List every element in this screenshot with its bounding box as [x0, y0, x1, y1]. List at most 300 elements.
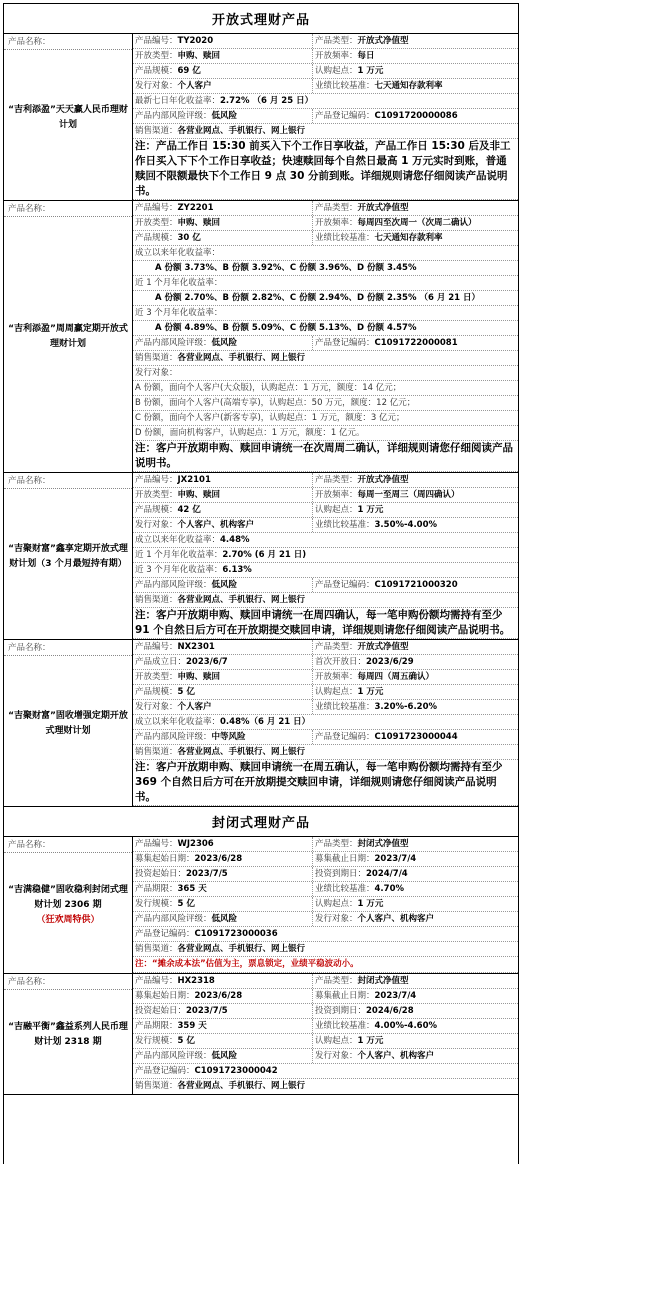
field-value: 6.13% — [222, 565, 252, 575]
detail-cell — [133, 34, 313, 48]
field-label: 业绩比较基准： — [315, 884, 375, 894]
field-value: 每周一至周三（周四确认） — [357, 490, 460, 500]
detail-row — [133, 291, 518, 306]
detail-cell — [133, 336, 313, 350]
field-value: 中等风险 — [211, 732, 246, 742]
detail-row — [133, 246, 518, 261]
detail-cell — [313, 640, 518, 654]
detail-row — [133, 533, 518, 548]
field-label: 开放频率： — [315, 218, 358, 228]
detail-row — [133, 396, 518, 411]
field-value: 封闭式净值型 — [357, 976, 409, 986]
field-label: 产品内部风险评级： — [135, 914, 212, 924]
field-value: 各营业网点、手机银行、网上银行 — [177, 747, 306, 757]
detail-row — [133, 94, 518, 109]
field-value: 2.70% (6 月 21 日) — [222, 550, 307, 560]
detail-row — [133, 927, 518, 942]
field-label: 产品期限： — [135, 884, 178, 894]
detail-row — [133, 34, 518, 49]
plain-line: B 份额，面向个人客户(高端专享)，认购起点：50 万元，额度：12 亿元； — [135, 398, 416, 408]
detail-row — [133, 1004, 518, 1019]
detail-cell — [133, 1049, 313, 1063]
detail-row — [133, 852, 518, 867]
field-label: 发行对象： — [315, 1051, 358, 1061]
field-value: 4.70% — [374, 884, 405, 894]
detail-row — [133, 685, 518, 700]
field-label: 产品内部风险评级： — [135, 111, 212, 121]
field-value: 1 万元 — [357, 687, 384, 697]
field-label: 销售渠道： — [135, 747, 178, 757]
product-details — [133, 974, 518, 1094]
field-value: 3.20%-6.20% — [374, 702, 438, 712]
detail-cell — [313, 897, 518, 911]
product-name: “吉聚财富”固收增强定期开放式理财计划 — [8, 710, 128, 736]
field-label: 产品类型： — [315, 475, 358, 485]
product-name-divider — [4, 488, 132, 489]
field-value: ZY2201 — [177, 203, 214, 213]
field-label: 产品规模： — [135, 687, 178, 697]
product-block — [4, 473, 518, 640]
detail-cell — [133, 912, 313, 926]
product-name-cell — [4, 473, 133, 639]
field-label: 募集起始日期： — [135, 991, 195, 1001]
product-note: 注：客户开放期申购、赎回申请统一在周四确认，每一笔申购份额均需持有至少 91 个自然日后方可在开放期提交赎回申请，详细规则请您仔细阅读产品说明书。 — [133, 608, 518, 639]
product-name-cell — [4, 640, 133, 806]
field-label: 认购起点： — [315, 899, 358, 909]
detail-row — [133, 518, 518, 533]
detail-row — [133, 593, 518, 608]
detail-cell — [133, 715, 518, 729]
field-value: 2023/6/29 — [366, 657, 414, 667]
field-label: 产品类型： — [315, 203, 358, 213]
detail-cell — [313, 201, 518, 215]
field-value: C1091723000036 — [194, 929, 278, 939]
field-label: 产品规模： — [135, 66, 178, 76]
field-value: C1091721000320 — [374, 580, 458, 590]
product-name-cell — [4, 34, 133, 200]
detail-cell — [313, 912, 518, 926]
field-label: 业绩比较基准： — [315, 1021, 375, 1031]
field-label: 产品编号： — [135, 839, 178, 849]
field-value: 每周四（周五确认） — [357, 672, 435, 682]
field-label: 发行对象： — [135, 81, 178, 91]
field-value: 5 亿 — [177, 899, 195, 909]
detail-row — [133, 231, 518, 246]
product-name: “吉聚财富”鑫享定期开放式理财计划（3 个月最短持有期） — [8, 543, 128, 569]
detail-cell — [133, 64, 313, 78]
product-name-divider — [4, 852, 132, 853]
field-label: 首次开放日： — [315, 657, 367, 667]
field-value: JX2101 — [177, 475, 211, 485]
field-label: 募集截止日期： — [315, 854, 375, 864]
product-note: 注：“摊余成本法”估值为主，票息锁定，业绩平稳波动小。 — [133, 957, 518, 973]
field-value: 个人客户、机构客户 — [177, 520, 255, 530]
detail-cell — [133, 49, 313, 63]
field-label: 产品登记编码： — [135, 929, 195, 939]
field-value: 申购、赎回 — [177, 490, 221, 500]
detail-cell — [133, 852, 313, 866]
product-name-cell — [4, 974, 133, 1094]
product-document — [3, 3, 519, 1164]
field-value: 开放式净值型 — [357, 642, 409, 652]
field-label: 开放频率： — [315, 672, 358, 682]
field-value: 2024/6/28 — [366, 1006, 414, 1016]
product-name-label: 产品名称： — [8, 476, 51, 486]
detail-cell — [313, 64, 518, 78]
field-value: 申购、赎回 — [177, 51, 221, 61]
field-label: 产品类型： — [315, 976, 358, 986]
field-value: 低风险 — [211, 1051, 238, 1061]
detail-cell — [133, 503, 313, 517]
share-yield-line: A 份额 3.73%、B 份额 3.92%、C 份额 3.96%、D 份额 3.45% — [155, 263, 417, 273]
field-label: 投资起始日： — [135, 869, 187, 879]
field-label: 成立以来年化收益率： — [135, 717, 221, 727]
detail-row — [133, 381, 518, 396]
field-value: 各营业网点、手机银行、网上银行 — [177, 944, 306, 954]
field-value: 个人客户、机构客户 — [357, 914, 435, 924]
detail-row — [133, 715, 518, 730]
field-value: 低风险 — [211, 338, 238, 348]
product-details — [133, 837, 518, 973]
detail-row — [133, 79, 518, 94]
field-value: 30 亿 — [177, 233, 201, 243]
detail-row — [133, 578, 518, 593]
field-label: 产品登记编码： — [315, 732, 375, 742]
field-label: 认购起点： — [315, 505, 358, 515]
field-value: 365 天 — [177, 884, 207, 894]
field-value: 4.48% — [220, 535, 250, 545]
detail-row — [133, 1019, 518, 1034]
product-name-cell — [4, 201, 133, 472]
field-label: 投资到期日： — [315, 1006, 367, 1016]
detail-cell — [133, 974, 313, 988]
field-value: 42 亿 — [177, 505, 201, 515]
field-label: 产品规模： — [135, 505, 178, 515]
product-block — [4, 837, 518, 974]
detail-row — [133, 989, 518, 1004]
detail-cell — [133, 882, 313, 896]
field-value: 1 万元 — [357, 505, 384, 515]
field-value: 1 万元 — [357, 1036, 384, 1046]
detail-row — [133, 548, 518, 563]
field-value: 5 亿 — [177, 1036, 195, 1046]
field-label: 近 1 个月年化收益率： — [135, 278, 223, 288]
detail-cell — [313, 518, 518, 532]
field-value: 2023/6/28 — [194, 991, 243, 1001]
product-name-cell — [4, 837, 133, 973]
detail-cell — [313, 837, 518, 851]
detail-row — [133, 670, 518, 685]
detail-cell — [133, 1064, 518, 1078]
field-label: 产品编号： — [135, 203, 178, 213]
closed-products-list — [4, 837, 518, 1095]
detail-row — [133, 730, 518, 745]
detail-cell — [313, 216, 518, 230]
share-yield-line: A 份额 2.70%、B 份额 2.82%、C 份额 2.94%、D 份额 2.35% （6 月 21 日） — [155, 293, 481, 303]
detail-cell — [133, 201, 313, 215]
detail-cell — [313, 989, 518, 1003]
detail-cell — [133, 246, 518, 260]
field-value: 2023/7/5 — [186, 869, 228, 879]
detail-row — [133, 867, 518, 882]
field-label: 销售渠道： — [135, 1081, 178, 1091]
detail-cell — [313, 336, 518, 350]
field-value: 2023/7/5 — [186, 1006, 228, 1016]
plain-line: D 份额，面向机构客户，认购起点：1 万元，额度：1 亿元。 — [135, 428, 365, 438]
field-value: 0.48%（6 月 21 日） — [220, 717, 311, 727]
field-label: 产品编号： — [135, 642, 178, 652]
detail-row — [133, 655, 518, 670]
field-value: 个人客户、机构客户 — [357, 1051, 435, 1061]
detail-row — [133, 1064, 518, 1079]
detail-cell — [133, 730, 313, 744]
field-value: 七天通知存款利率 — [374, 81, 443, 91]
detail-cell — [133, 276, 518, 290]
field-label: 近 3 个月年化收益率： — [135, 565, 223, 575]
field-value: 69 亿 — [177, 66, 201, 76]
field-label: 产品期限： — [135, 1021, 178, 1031]
field-value: 2023/7/4 — [374, 854, 417, 864]
detail-cell — [313, 578, 518, 592]
field-value: 1 万元 — [357, 899, 384, 909]
field-label: 成立以来年化收益率： — [135, 535, 221, 545]
detail-row — [133, 64, 518, 79]
product-name-label: 产品名称： — [8, 37, 51, 47]
field-value: 4.00%-4.60% — [374, 1021, 438, 1031]
detail-cell — [133, 216, 313, 230]
field-label: 投资到期日： — [315, 869, 367, 879]
detail-cell — [313, 49, 518, 63]
field-label: 开放类型： — [135, 218, 178, 228]
detail-cell — [133, 897, 313, 911]
detail-row — [133, 426, 518, 441]
field-value: HX2318 — [177, 976, 215, 986]
field-label: 发行对象： — [135, 520, 178, 530]
detail-cell — [133, 685, 313, 699]
detail-row — [133, 261, 518, 276]
detail-row — [133, 563, 518, 578]
product-name: “吉利添盈”周周赢定期开放式理财计划 — [8, 324, 128, 349]
field-value: 低风险 — [211, 111, 238, 121]
detail-row — [133, 503, 518, 518]
field-value: 每周四至次周一（次周二确认） — [357, 218, 477, 228]
detail-cell — [133, 94, 518, 108]
detail-cell — [313, 1019, 518, 1033]
field-value: C1091720000086 — [374, 111, 458, 121]
field-label: 产品登记编码： — [135, 1066, 195, 1076]
field-label: 投资起始日： — [135, 1006, 187, 1016]
detail-cell — [133, 867, 313, 881]
detail-cell — [313, 79, 518, 93]
detail-row — [133, 745, 518, 760]
detail-cell — [313, 473, 518, 487]
field-label: 产品编号： — [135, 475, 178, 485]
detail-cell — [133, 533, 518, 547]
detail-row — [133, 201, 518, 216]
detail-cell — [133, 306, 518, 320]
detail-row — [133, 942, 518, 957]
detail-row — [133, 1034, 518, 1049]
field-value: 5 亿 — [177, 687, 195, 697]
product-block — [4, 34, 518, 201]
detail-cell — [133, 745, 518, 759]
field-label: 募集起始日期： — [135, 854, 195, 864]
field-value: 1 万元 — [357, 66, 384, 76]
field-label: 发行对象： — [315, 914, 358, 924]
product-name-label: 产品名称： — [8, 204, 51, 214]
product-details — [133, 640, 518, 806]
detail-row — [133, 473, 518, 488]
field-label: 近 3 个月年化收益率： — [135, 308, 223, 318]
field-value: 359 天 — [177, 1021, 207, 1031]
product-details — [133, 34, 518, 200]
detail-cell — [313, 882, 518, 896]
detail-cell — [313, 867, 518, 881]
detail-cell — [133, 79, 313, 93]
field-label: 销售渠道： — [135, 944, 178, 954]
detail-cell — [133, 837, 313, 851]
field-label: 认购起点： — [315, 66, 358, 76]
field-value: 2023/6/28 — [194, 854, 243, 864]
product-name: “吉满稳健”固收稳利封闭式理财计划 2306 期 （狂欢周特供） — [8, 885, 128, 925]
detail-cell — [313, 488, 518, 502]
detail-row — [133, 640, 518, 655]
field-value: C1091723000042 — [194, 1066, 278, 1076]
field-value: WJ2306 — [177, 839, 214, 849]
field-value: 各营业网点、手机银行、网上银行 — [177, 595, 306, 605]
product-note: 注：客户开放期申购、赎回申请统一在次周周二确认，详细规则请您仔细阅读产品说明书。 — [133, 441, 518, 472]
field-label: 业绩比较基准： — [315, 520, 375, 530]
product-details — [133, 201, 518, 472]
field-label: 产品类型： — [315, 839, 358, 849]
plain-line: 发行对象： — [135, 368, 178, 378]
field-label: 产品登记编码： — [315, 111, 375, 121]
detail-cell — [133, 1034, 313, 1048]
product-block — [4, 974, 518, 1095]
field-label: 认购起点： — [315, 1036, 358, 1046]
field-label: 开放频率： — [315, 51, 358, 61]
field-value: 开放式净值型 — [357, 36, 409, 46]
field-value: 2023/6/7 — [186, 657, 228, 667]
product-note: 注：客户开放期申购、赎回申请统一在周五确认，每一笔申购份额均需持有至少 369 个自然日后方可在开放期提交赎回申请，详细规则请您仔细阅读产品说明书。 — [133, 760, 518, 806]
product-name-divider — [4, 655, 132, 656]
detail-row — [133, 912, 518, 927]
field-label: 开放类型： — [135, 490, 178, 500]
field-label: 发行对象： — [135, 702, 178, 712]
detail-cell — [133, 640, 313, 654]
field-value: 2.72% （6 月 25 日） — [220, 96, 314, 106]
detail-cell — [313, 109, 518, 123]
field-value: 2024/7/4 — [366, 869, 408, 879]
field-value: 申购、赎回 — [177, 672, 221, 682]
detail-cell — [133, 1019, 313, 1033]
detail-cell — [133, 231, 313, 245]
detail-row — [133, 1049, 518, 1064]
field-value: 各营业网点、手机银行、网上银行 — [177, 1081, 306, 1091]
detail-cell — [133, 942, 518, 956]
field-label: 产品成立日： — [135, 657, 187, 667]
field-value: 开放式净值型 — [357, 475, 409, 485]
field-label: 产品编号： — [135, 36, 178, 46]
field-value: 低风险 — [211, 914, 238, 924]
field-label: 成立以来年化收益率： — [135, 248, 221, 258]
detail-cell — [133, 109, 313, 123]
detail-cell — [313, 655, 518, 669]
field-label: 最新七日年化收益率： — [135, 96, 221, 106]
detail-cell — [313, 231, 518, 245]
field-value: 个人客户 — [177, 81, 212, 91]
field-value: 开放式净值型 — [357, 203, 409, 213]
detail-cell — [313, 730, 518, 744]
field-label: 募集截止日期： — [315, 991, 375, 1001]
field-label: 业绩比较基准： — [315, 702, 375, 712]
product-name: “吉融平衡”鑫益系列人民币理财计划 2318 期 — [8, 1021, 128, 1047]
plain-line: C 份额，面向个人客户(新客专享)，认购起点：1 万元，额度：3 亿元； — [135, 413, 405, 423]
detail-cell — [313, 1004, 518, 1018]
detail-cell — [133, 124, 518, 138]
product-block — [4, 201, 518, 473]
detail-cell — [313, 852, 518, 866]
detail-row — [133, 306, 518, 321]
detail-cell — [133, 655, 313, 669]
field-label: 产品登记编码： — [315, 338, 375, 348]
field-label: 产品类型： — [315, 642, 358, 652]
detail-row — [133, 124, 518, 139]
field-value: 3.50%-4.00% — [374, 520, 438, 530]
product-name-label: 产品名称： — [8, 643, 51, 653]
field-value: 低风险 — [211, 580, 238, 590]
field-label: 产品登记编码： — [315, 580, 375, 590]
field-value: C1091723000044 — [374, 732, 458, 742]
detail-cell — [133, 548, 518, 562]
detail-row — [133, 49, 518, 64]
field-value: TY2020 — [177, 36, 214, 46]
detail-row — [133, 974, 518, 989]
field-label: 认购起点： — [315, 687, 358, 697]
detail-row — [133, 216, 518, 231]
detail-row — [133, 1079, 518, 1094]
detail-cell — [133, 670, 313, 684]
product-name: “吉利添盈”天天赢人民币理财计划 — [8, 104, 128, 130]
detail-cell — [133, 578, 313, 592]
detail-row — [133, 897, 518, 912]
detail-cell — [133, 473, 313, 487]
field-label: 业绩比较基准： — [315, 233, 375, 243]
field-label: 发行规模： — [135, 1036, 178, 1046]
detail-cell — [313, 1034, 518, 1048]
detail-cell — [133, 593, 518, 607]
product-name-label: 产品名称： — [8, 840, 51, 850]
detail-cell — [133, 1079, 518, 1094]
product-name-divider — [4, 216, 132, 217]
field-value: NX2301 — [177, 642, 215, 652]
detail-row — [133, 837, 518, 852]
detail-cell — [133, 700, 313, 714]
detail-cell — [313, 670, 518, 684]
product-name-divider — [4, 49, 132, 50]
field-label: 近 1 个月年化收益率： — [135, 550, 223, 560]
detail-row — [133, 109, 518, 124]
detail-cell — [313, 700, 518, 714]
field-value: C1091722000081 — [374, 338, 458, 348]
field-label: 业绩比较基准： — [315, 81, 375, 91]
detail-cell — [133, 351, 518, 365]
field-label: 销售渠道： — [135, 353, 178, 363]
field-label: 产品内部风险评级： — [135, 338, 212, 348]
detail-cell — [133, 1004, 313, 1018]
field-label: 产品内部风险评级： — [135, 580, 212, 590]
product-note: 注：产品工作日 15:30 前买入下个工作日享收益，产品工作日 15:30 后及非工作日买入下下个工作日享收益；快速赎回每个自然日最高 1 万元实时到账，普通赎回不限额最快下个工作日 9 点 30 分前到账。详细规则请您仔细阅读产品说明书。 — [133, 139, 518, 200]
